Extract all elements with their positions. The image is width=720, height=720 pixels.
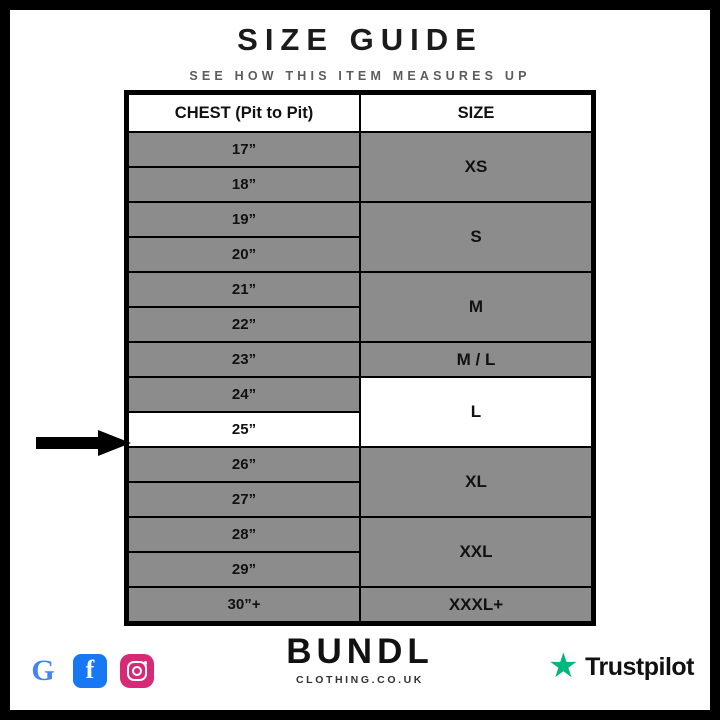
brand-website: CLOTHING.CO.UK [296, 674, 424, 686]
chest-measurement-cell: 20” [128, 237, 360, 272]
chest-measurement-cell: 30”+ [128, 587, 360, 622]
size-guide-card [10, 10, 710, 710]
chest-measurement-cell: 25” [128, 412, 360, 447]
trustpilot-label: Trustpilot [585, 652, 694, 681]
trustpilot-badge[interactable] [548, 647, 694, 685]
chest-measurement-cell: 18” [128, 167, 360, 202]
table-row [128, 447, 592, 482]
size-label-cell: L [360, 377, 592, 447]
chest-measurement-cell: 28” [128, 517, 360, 552]
size-label-cell: S [360, 202, 592, 272]
column-header-chest: CHEST (Pit to Pit) [128, 94, 360, 132]
chest-measurement-cell: 22” [128, 307, 360, 342]
size-table-body [128, 132, 592, 622]
table-header-row [128, 94, 592, 132]
table-row [128, 132, 592, 167]
chest-measurement-cell: 26” [128, 447, 360, 482]
table-row [128, 517, 592, 552]
table-row [128, 587, 592, 622]
brand-name: BUNDL [286, 632, 434, 671]
size-table-container [124, 90, 596, 626]
size-label-cell: XXXL+ [360, 587, 592, 622]
size-label-cell: XXL [360, 517, 592, 587]
selection-arrow-icon [36, 428, 132, 458]
chest-measurement-cell: 19” [128, 202, 360, 237]
table-row [128, 202, 592, 237]
table-row [128, 272, 592, 307]
google-icon[interactable]: G [31, 654, 55, 687]
facebook-icon[interactable]: f [73, 654, 107, 688]
table-row [128, 377, 592, 412]
page-title: SIZE GUIDE [237, 22, 483, 57]
chest-measurement-cell: 29” [128, 552, 360, 587]
chest-measurement-cell: 21” [128, 272, 360, 307]
footer [10, 630, 710, 696]
page-subtitle: SEE HOW THIS ITEM MEASURES UP [189, 69, 531, 83]
column-header-size: SIZE [360, 94, 592, 132]
size-label-cell: M [360, 272, 592, 342]
chest-measurement-cell: 24” [128, 377, 360, 412]
size-label-cell: XL [360, 447, 592, 517]
chest-measurement-cell: 27” [128, 482, 360, 517]
star-icon: ★ [548, 647, 579, 685]
size-label-cell: XS [360, 132, 592, 202]
size-label-cell: M / L [360, 342, 592, 377]
table-row [128, 342, 592, 377]
chest-measurement-cell: 23” [128, 342, 360, 377]
chest-measurement-cell: 17” [128, 132, 360, 167]
size-table [127, 93, 593, 623]
